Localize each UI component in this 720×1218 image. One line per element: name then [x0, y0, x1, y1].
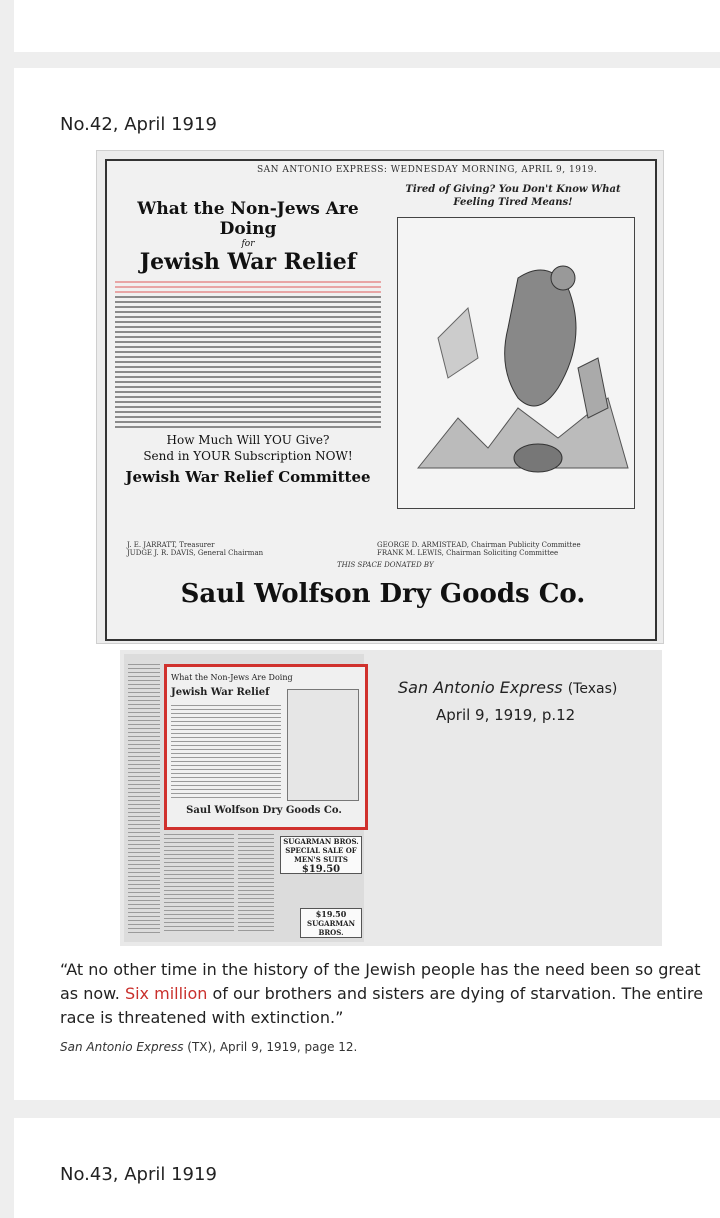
- source-date: April 9, 1919, p.12: [436, 706, 576, 724]
- newspaper-page-image[interactable]: [120, 650, 662, 946]
- cartoon-illustration: [397, 217, 635, 509]
- source-paper-name: San Antonio Express: [398, 678, 563, 697]
- thumb-column-b: [238, 834, 274, 934]
- thumb-sponsor: Saul Wolfson Dry Goods Co.: [186, 805, 342, 816]
- clipping-frame: [105, 159, 657, 641]
- thumb-ad-box-text: SUGARMAN BROS. SPECIAL SALE OF MEN'S SUITS: [283, 837, 359, 864]
- highlighted-ad-frame: [164, 664, 368, 830]
- cartoon-caption: Tired of Giving? You Don't Know What Feeling Tired Means!: [405, 184, 621, 208]
- thumb-ad-price-2: $19.50: [315, 909, 347, 919]
- citation: [60, 1040, 357, 1054]
- thumb-title: What the Non-Jews Are Doing: [171, 673, 293, 682]
- thumb-ad-price: $19.50: [301, 864, 341, 875]
- source-state: (Texas): [567, 681, 618, 697]
- previous-entry-card: [14, 0, 720, 52]
- quote-before: “At no other time in the history of the Jewish people has the need been so great as now.: [60, 960, 701, 1003]
- ad-appeal: [115, 432, 381, 464]
- thumb-ad-box: [280, 836, 362, 874]
- thumb-subtitle: Jewish War Relief: [171, 687, 270, 698]
- treasurer: J. E. JARRATT, Treasurer: [127, 541, 215, 549]
- appeal-line1: How Much Will YOU Give?: [166, 433, 330, 447]
- ad-body-text: [115, 281, 381, 428]
- publicity-chairman: GEORGE D. ARMISTEAD, Chairman Publicity Committee: [377, 541, 581, 549]
- page-thumbnail: [124, 654, 364, 942]
- citation-rest: (TX), April 9, 1919, page 12.: [183, 1040, 358, 1054]
- quote-after: of our brothers and sisters are dying of starvation. The entire race is threatened with extinction.”: [60, 984, 704, 1027]
- masthead: SAN ANTONIO EXPRESS: WEDNESDAY MORNING, APRIL 9, 1919.: [257, 165, 598, 175]
- citation-paper: San Antonio Express: [60, 1040, 184, 1054]
- sponsor-name: Saul Wolfson Dry Goods Co.: [180, 579, 586, 609]
- thumb-cartoon: [287, 689, 359, 801]
- thumb-column-left: [128, 664, 160, 934]
- cartoon: [389, 183, 637, 509]
- committee-name: Jewish War Relief Committee: [125, 468, 371, 486]
- quote-text: [60, 958, 710, 1030]
- ad-title-line2: Jewish War Relief: [139, 249, 357, 275]
- ad-column: [115, 177, 381, 486]
- thumb-ad-box-2: [300, 908, 362, 938]
- soliciting-chairman: FRANK M. LEWIS, Chairman Soliciting Committee: [377, 549, 559, 557]
- quote-highlight-link[interactable]: Six million: [124, 984, 208, 1003]
- cartoon-drawing-icon: [398, 218, 634, 508]
- general-chairman: JUDGE J. R. DAVIS, General Chairman: [127, 549, 264, 557]
- thumb-body: [171, 705, 281, 799]
- entry-heading: No.42, April 1919: [60, 114, 217, 135]
- signatories-left: [127, 541, 263, 557]
- thumb-ad-box-2-text: SUGARMAN BROS.: [307, 919, 355, 937]
- donated-by: THIS SPACE DONATED BY: [337, 561, 434, 569]
- ad-title-line1: What the Non-Jews Are Doing: [137, 199, 359, 239]
- newspaper-clipping[interactable]: [96, 150, 664, 644]
- ad-title-for: for: [241, 239, 255, 249]
- thumb-column-a: [164, 834, 234, 934]
- appeal-line2: Send in YOUR Subscription NOW!: [143, 449, 353, 463]
- next-entry-heading: No.43, April 1919: [60, 1164, 217, 1185]
- source-paper: [398, 678, 617, 697]
- signatories-right: [377, 541, 581, 557]
